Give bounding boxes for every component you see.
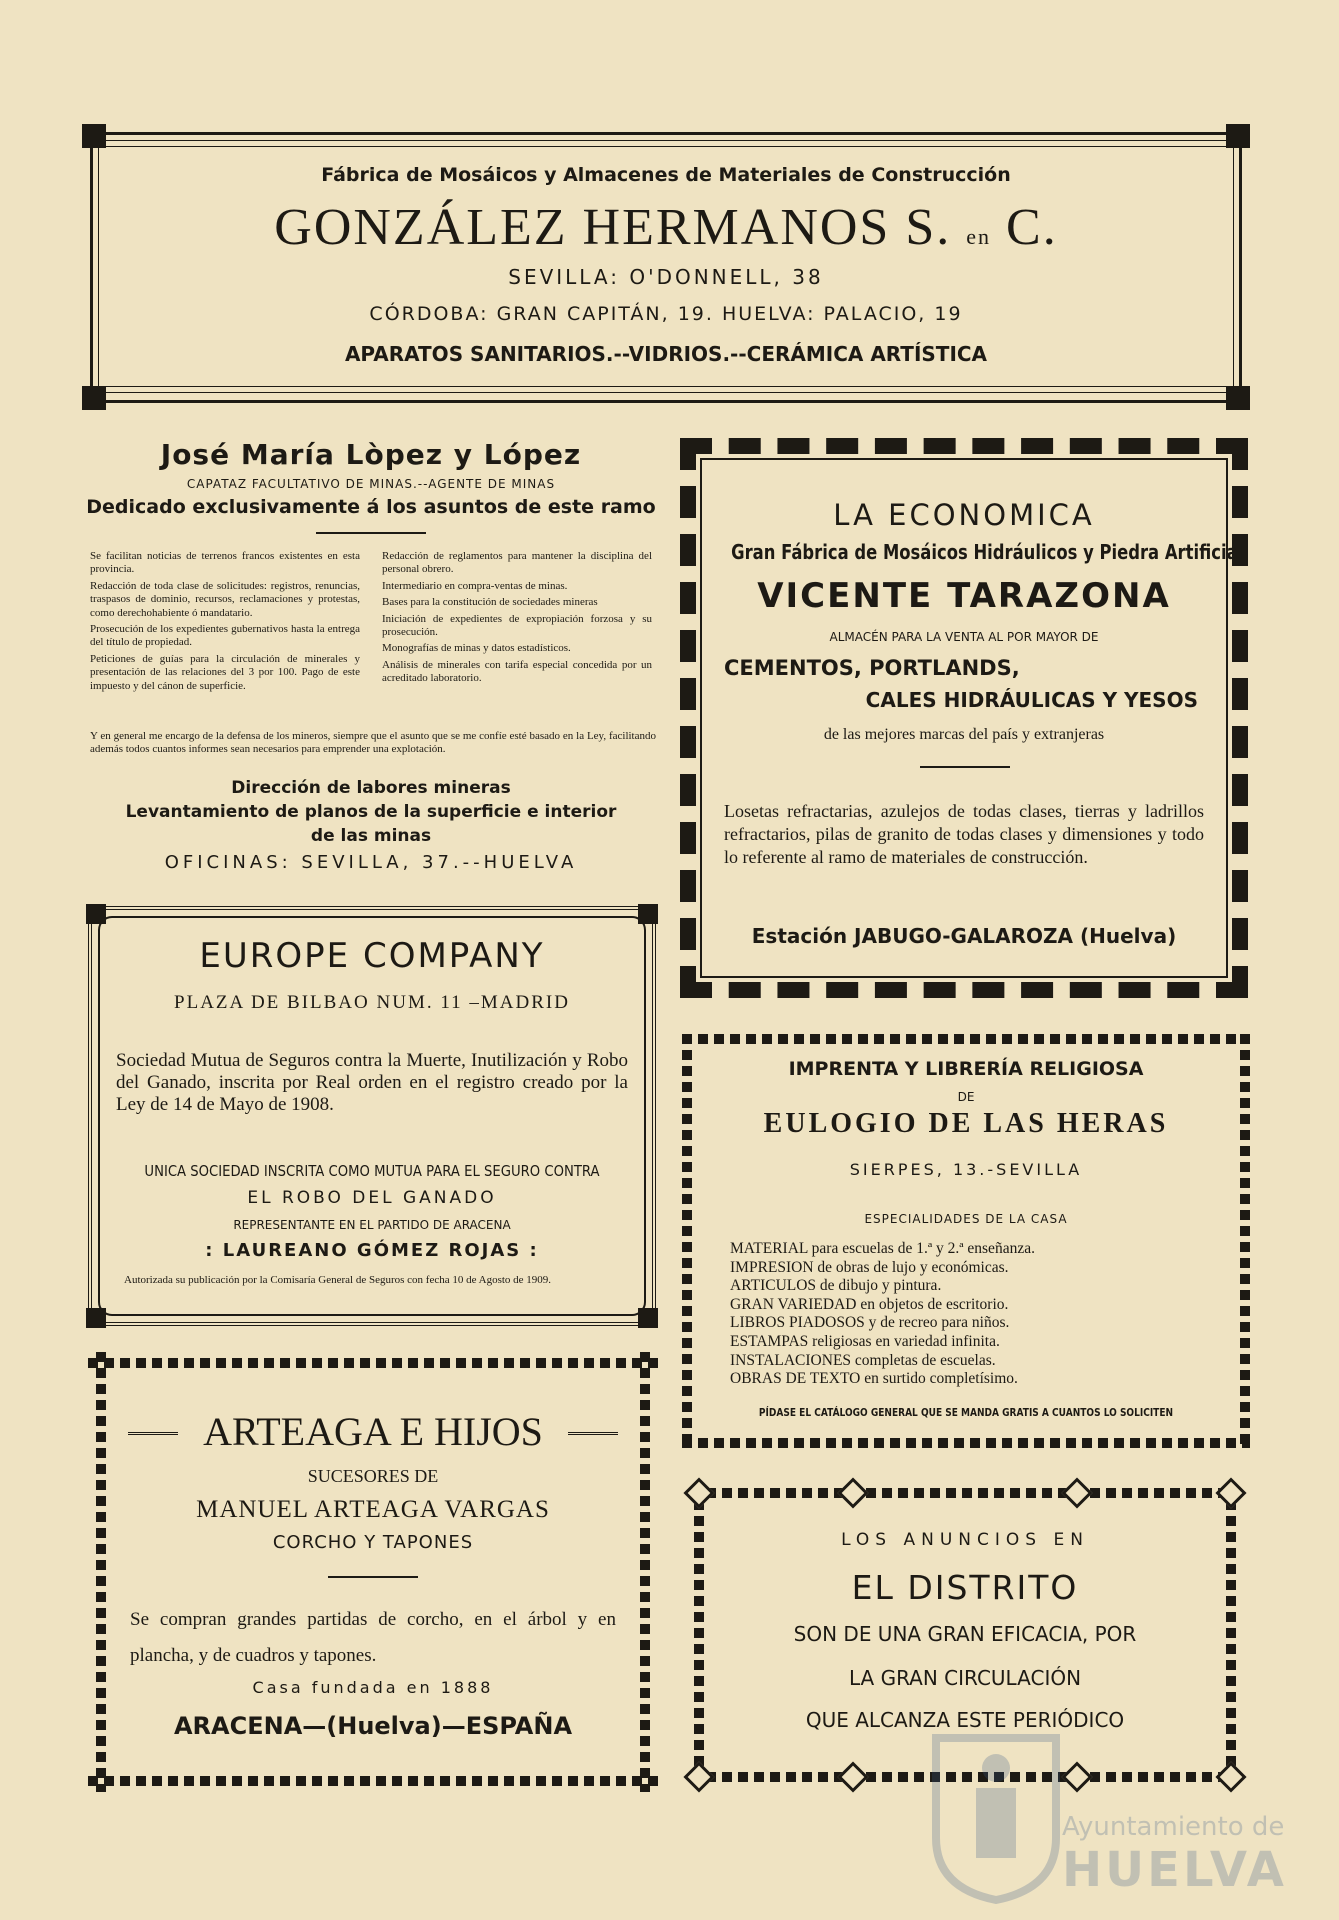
corner-ornament — [638, 904, 658, 924]
header-ad — [86, 128, 1246, 406]
corner-ornament — [86, 1308, 106, 1328]
lopez-right-item: Redacción de reglamentos para mantener la disciplina del personal obrero. — [382, 550, 652, 576]
arteaga-title: ARTEAGA E HIJOS — [203, 1409, 543, 1454]
distrito-line2: EL DISTRITO — [851, 1568, 1079, 1607]
europe-auth: Autorizada su publicación por la Comisaría General de Seguros con fecha 10 de Agosto de 1909. — [124, 1274, 552, 1286]
diamond-ornament — [837, 1761, 868, 1792]
europe-unique: UNICA SOCIEDAD INSCRITA COMO MUTUA PARA EL SEGURO CONTRA — [144, 1162, 600, 1180]
diamond-ornament — [1215, 1761, 1246, 1792]
imprenta-item: MATERIAL para escuelas de 1.ª y 2.ª enseñanza. — [730, 1240, 1035, 1257]
imprenta-item: GRAN VARIEDAD en objetos de escritorio. — [730, 1295, 1009, 1313]
lopez-right-item: Monografías de minas y datos estadísticos. — [382, 642, 571, 655]
lopez-direction1: Dirección de labores mineras — [231, 778, 511, 798]
lopez-dedication: Dedicado exclusivamente á los asuntos de este ramo — [86, 496, 656, 518]
corner-ornament — [86, 904, 106, 924]
corner-ornament — [82, 124, 106, 148]
imprenta-item: IMPRESION de obras de lujo y económicas. — [730, 1258, 1009, 1276]
distrito-line5: QUE ALCANZA ESTE PERIÓDICO — [805, 1708, 1125, 1732]
title-rule-right — [568, 1432, 618, 1435]
economica-products2: CALES HIDRÁULICAS Y YESOS — [865, 688, 1198, 712]
header-rule-bottom-2 — [86, 392, 1246, 393]
imprenta-item: ARTICULOS de dibujo y pintura. — [730, 1277, 942, 1295]
city-seal-watermark — [926, 1728, 1066, 1904]
lopez-right-item: Bases para la constitución de sociedades mineras — [382, 596, 598, 609]
europe-desc: Sociedad Mutua de Seguros contra la Muerte, Inutilización y Robo del Ganado, inscrita por Real orden en el registro creado por la Ley de 14 de Mayo de 1908. — [116, 1050, 628, 1115]
distrito-line3: SON DE UNA GRAN EFICACIA, POR — [793, 1622, 1137, 1646]
distrito-line1: LOS ANUNCIOS EN — [841, 1530, 1089, 1550]
economica-ad — [680, 438, 1248, 998]
diamond-ornament — [683, 1761, 714, 1792]
company-name-en: en — [966, 224, 992, 249]
lopez-general: Y en general me encargo de la defensa de los mineros, siempre que el asunto que se me confíe esté basado en la Ley, facilitando además todos cuantos informes sean necesarios para emprender una explotación. — [90, 730, 656, 756]
imprenta-ad — [682, 1034, 1250, 1448]
diamond-ornament — [683, 1477, 714, 1508]
lopez-right-item: Análisis de minerales con tarifa especial concedida por un acreditado laboratorio. — [382, 658, 652, 685]
europe-address: PLAZA DE BILBAO NUM. 11 –MADRID — [174, 992, 570, 1013]
corner-ornament — [1226, 124, 1250, 148]
imprenta-catalog: PÍDASE EL CATÁLOGO GENERAL QUE SE MANDA GRATIS A CUANTOS LO SOLICITEN — [758, 1406, 1174, 1419]
europe-title: EUROPE COMPANY — [199, 936, 545, 976]
lopez-ad — [86, 430, 656, 880]
seal-icon — [926, 1728, 1066, 1904]
arteaga-desc: Se compran grandes partidas de corcho, en el árbol y en plancha, y de cuadros y tapones. — [130, 1609, 616, 1666]
imprenta-de: DE — [957, 1090, 975, 1104]
chain-border-top — [88, 1358, 658, 1368]
corner-ornament — [638, 1308, 658, 1328]
economica-warehouse: ALMACÉN PARA LA VENTA AL POR MAYOR DE — [829, 630, 1099, 644]
lopez-role: CAPATAZ FACULTATIVO DE MINAS.--AGENTE DE MINAS — [186, 477, 556, 491]
economica-station: Estación JABUGO-GALAROZA (Huelva) — [751, 924, 1177, 948]
header-line1: Fábrica de Mosáicos y Almacenes de Materiales de Construcción — [321, 164, 1011, 186]
europe-theft: EL ROBO DEL GANADO — [247, 1188, 497, 1208]
chain-border-top — [706, 1488, 1224, 1498]
inner-border — [700, 458, 1244, 978]
lopez-right-item: Iniciación de expedientes de expropiación forzosa y su prosecución. — [382, 612, 652, 639]
imprenta-item: LIBROS PIADOSOS y de recreo para niños. — [730, 1314, 1010, 1332]
europe-ad — [88, 906, 656, 1326]
lopez-left-item: Peticiones de guías para la circulación de minerales y presentación de las relaciones del 3 por 100. Pago de este impuesto y del cánon de superficie. — [90, 652, 360, 692]
divider — [316, 532, 426, 534]
lopez-right-item: Intermediario en compra-ventas de minas. — [382, 579, 568, 592]
lopez-direction3: de las minas — [310, 826, 432, 846]
lopez-left-column — [90, 550, 360, 696]
imprenta-item: ESTAMPAS religiosas en variedad infinita. — [730, 1332, 1000, 1350]
economica-title: LA ECONOMICA — [833, 498, 1095, 532]
diamond-ornament — [1061, 1761, 1092, 1792]
arteaga-name: MANUEL ARTEAGA VARGAS — [196, 1496, 550, 1523]
company-name-text: GONZÁLEZ HERMANOS S. — [274, 199, 952, 256]
economica-subtitle: Gran Fábrica de Mosáicos Hidráulicos y Piedra Artificial — [731, 540, 1244, 564]
economica-desc: Losetas refractarias, azulejos de todas clases, tierras y ladrillos refractarios, pilas de granito de todas clases y dimensiones y todo lo referente al ramo de materiales de construcción. — [724, 801, 1204, 867]
chain-border-top — [682, 1034, 1250, 1044]
lopez-offices: OFICINAS: SEVILLA, 37.--HUELVA — [164, 852, 578, 873]
chain-border-bottom — [88, 1776, 658, 1786]
lopez-name: José María Lòpez y López — [160, 438, 582, 471]
arteaga-founded: Casa fundada en 1888 — [252, 1678, 494, 1697]
arteaga-products: CORCHO Y TAPONES — [272, 1532, 474, 1553]
lopez-left-item: Redacción de toda clase de solicitudes: registros, renuncias, traspasos de dominio, recursos, reclamaciones y protestas, como derechohabiente ó mandatario. — [90, 579, 360, 619]
header-line5: APARATOS SANITARIOS.--VIDRIOS.--CERÁMICA ARTÍSTICA — [344, 342, 988, 366]
header-line4: CÓRDOBA: GRAN CAPITÁN, 19. HUELVA: PALACIO, 19 — [369, 303, 963, 325]
header-rule-top-3 — [86, 146, 1246, 147]
imprenta-items — [730, 1240, 1035, 1389]
lopez-left-item: Se facilitan noticias de terrenos francos existentes en esta provincia. — [90, 550, 360, 576]
corner-ornament — [1226, 386, 1250, 410]
distrito-line4: LA GRAN CIRCULACIÓN — [848, 1666, 1082, 1690]
arteaga-ad — [88, 1352, 658, 1792]
header-company-name — [86, 198, 1246, 257]
arteaga-successors: SUCESORES DE — [307, 1466, 439, 1486]
imprenta-item: INSTALACIONES completas de escuelas. — [730, 1351, 996, 1369]
divider — [328, 1576, 418, 1578]
imprenta-item: OBRAS DE TEXTO en surtido completísimo. — [730, 1370, 1018, 1388]
header-rule-top — [86, 132, 1246, 135]
economica-brands: de las mejores marcas del país y extranjeras — [823, 726, 1105, 743]
economica-products1: CEMENTOS, PORTLANDS, — [724, 656, 1020, 680]
europe-agent: : LAUREANO GÓMEZ ROJAS : — [205, 1240, 539, 1261]
header-rule-bottom — [86, 400, 1246, 403]
corner-ornament — [82, 386, 106, 410]
title-rule-left — [128, 1432, 178, 1435]
watermark-line1: Ayuntamiento de — [1062, 1812, 1285, 1842]
imprenta-address: SIERPES, 13.-SEVILLA — [849, 1160, 1083, 1179]
watermark-line2: HUELVA — [1062, 1842, 1287, 1898]
economica-name: VICENTE TARAZONA — [757, 576, 1171, 616]
diamond-ornament — [837, 1477, 868, 1508]
diamond-ornament — [1215, 1477, 1246, 1508]
divider — [920, 766, 1010, 768]
imprenta-name: EULOGIO DE LAS HERAS — [763, 1108, 1169, 1139]
imprenta-title: IMPRENTA Y LIBRERÍA RELIGIOSA — [788, 1058, 1144, 1080]
imprenta-specialties: ESPECIALIDADES DE LA CASA — [864, 1212, 1068, 1226]
chain-border-bottom — [682, 1438, 1250, 1448]
header-rule-top-2 — [86, 140, 1246, 141]
arteaga-place: ARACENA—(Huelva)—ESPAÑA — [173, 1712, 573, 1740]
company-name-c: C. — [1006, 199, 1058, 256]
header-line3: SEVILLA: O'DONNELL, 38 — [508, 265, 824, 289]
lopez-right-column — [382, 550, 652, 689]
europe-rep: REPRESENTANTE EN EL PARTIDO DE ARACENA — [233, 1218, 511, 1232]
lopez-direction2: Levantamiento de planos de la superficie e interior — [125, 802, 617, 822]
lopez-left-item: Prosecución de los expedientes gubernativos hasta la entrega del título de propiedad. — [90, 623, 360, 649]
header-rule-bottom-1 — [86, 386, 1246, 387]
diamond-ornament — [1061, 1477, 1092, 1508]
